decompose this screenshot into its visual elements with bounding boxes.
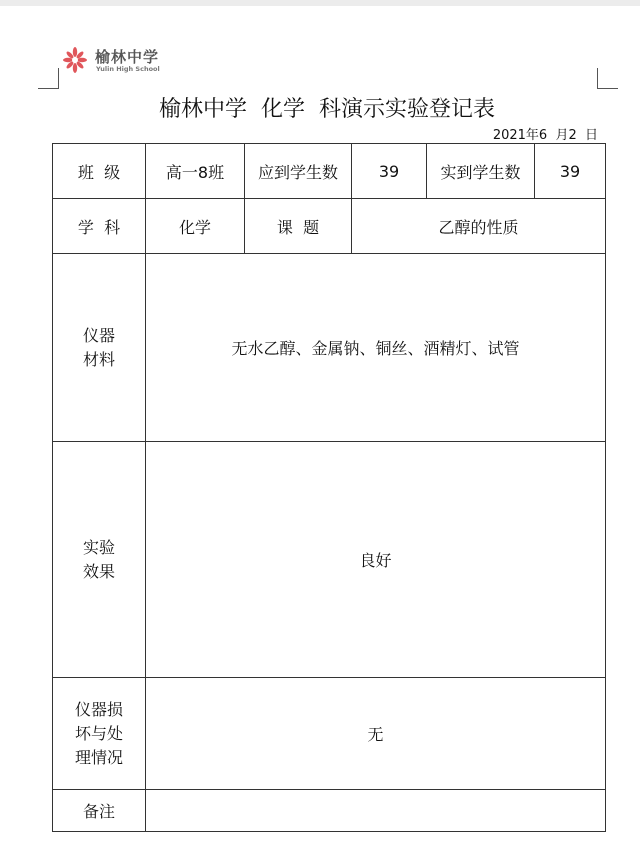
actual-students-value: 39	[535, 144, 606, 199]
crop-mark-left	[38, 68, 59, 89]
record-date: 2021年6 月2 日	[492, 128, 598, 143]
materials-value: 无水乙醇、金属钠、铜丝、酒精灯、试管	[146, 254, 606, 442]
remark-label: 备注	[53, 790, 146, 832]
class-label: 班 级	[53, 144, 146, 199]
logo-text-en: Yulin High School	[96, 65, 160, 73]
subject-label: 学 科	[53, 199, 146, 254]
page-title: 榆林中学 化学 科演示实验登记表	[159, 97, 495, 122]
topic-value: 乙醇的性质	[352, 199, 606, 254]
expected-students-label: 应到学生数	[245, 144, 352, 199]
table-row	[53, 199, 606, 254]
registration-table	[52, 143, 606, 832]
table-row	[53, 254, 606, 442]
expected-students-value: 39	[352, 144, 427, 199]
school-logo-icon	[62, 46, 88, 74]
damage-value: 无	[146, 678, 606, 790]
remark-value	[146, 790, 606, 832]
subject-value: 化学	[146, 199, 245, 254]
top-bar	[0, 0, 640, 6]
table-row	[53, 442, 606, 678]
crop-mark-right	[597, 68, 618, 89]
logo-text-cn: 榆林中学	[95, 48, 160, 66]
effect-value: 良好	[146, 442, 606, 678]
damage-label: 仪器损 坏与处 理情况	[53, 678, 146, 790]
class-value: 高一8班	[146, 144, 245, 199]
table-row	[53, 790, 606, 832]
actual-students-label: 实到学生数	[427, 144, 535, 199]
table-row	[53, 144, 606, 199]
materials-label: 仪器 材料	[53, 254, 146, 442]
effect-label: 实验 效果	[53, 442, 146, 678]
topic-label: 课 题	[245, 199, 352, 254]
table-row	[53, 678, 606, 790]
